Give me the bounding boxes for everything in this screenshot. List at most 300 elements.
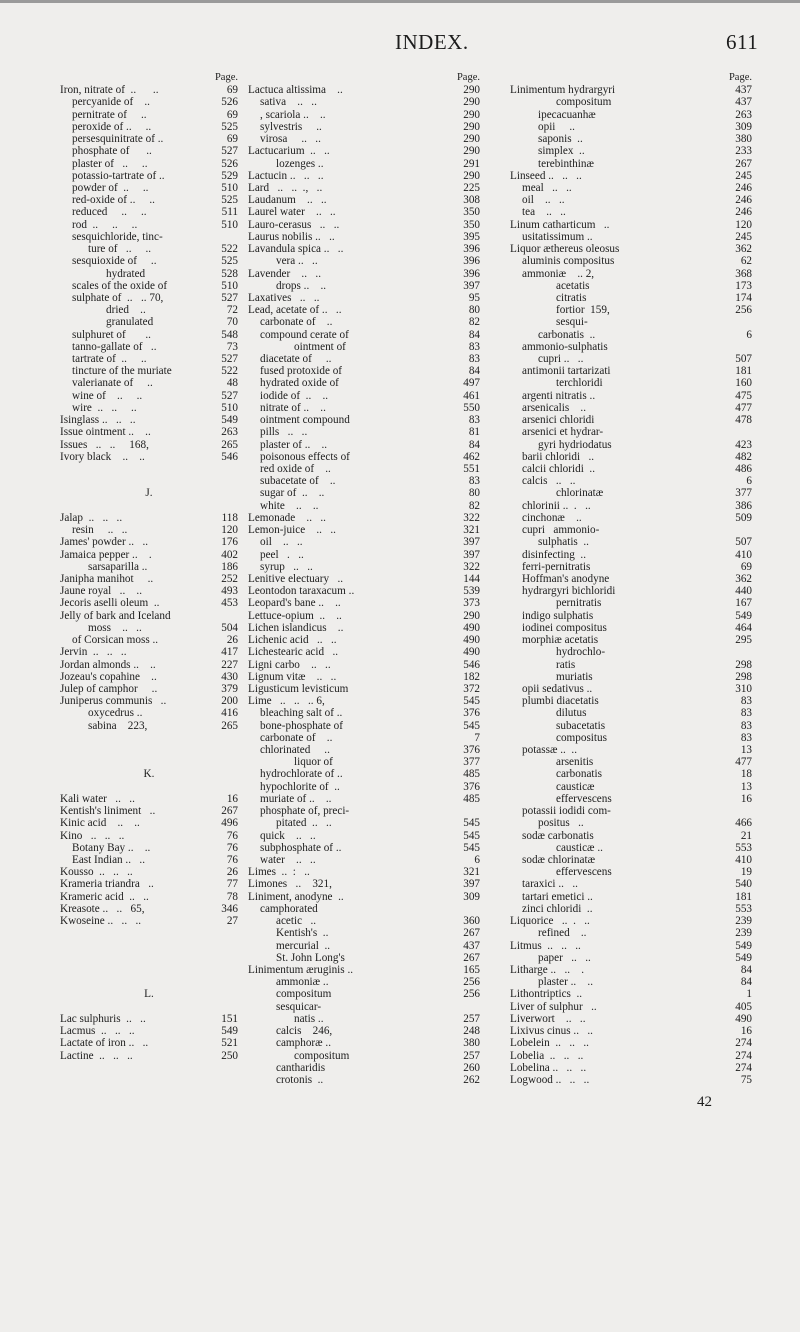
entry-page: 83 [740,707,752,720]
entry-page: 540 [735,878,752,891]
index-entry [60,817,238,829]
entry-term: Lime .. .. .. 6, [248,695,325,708]
entry-term: tea .. .. [522,206,566,219]
entry-term: Botany Bay .. .. [72,841,151,854]
entry-page: 263 [735,108,752,121]
entry-term: gyri hydriodatus [538,438,612,451]
entry-term: Logwood .. .. .. [510,1073,590,1086]
entry-term: bone-phosphate of [260,719,343,732]
entry-page: 497 [463,377,480,390]
index-entry [510,414,752,426]
entry-page: 160 [735,377,752,390]
index-entry [510,500,752,512]
entry-page: 246 [735,181,752,194]
entry-page: 507 [735,536,752,549]
entry-term: Hoffman's anodyne [522,572,610,585]
entry-term: fused protoxide of [260,365,343,378]
entry-term: Lavender .. .. [248,267,322,280]
index-entry [60,927,238,939]
index-entry [60,377,238,389]
index-entry [248,206,480,218]
index-entry [248,219,480,231]
entry-term: compositus [556,731,607,744]
index-entry [60,316,238,328]
index-entry [248,341,480,353]
entry-term: moss .. .. [88,621,142,634]
entry-term: hydrochlo- [556,646,606,659]
entry-page: 95 [468,291,480,304]
entry-term: persesquinitrate of .. [72,133,164,146]
index-entry [510,255,752,267]
entry-term: Lard .. .. ., .. [248,181,323,194]
page-column-heading [60,72,238,84]
entry-page: 62 [740,255,752,268]
entry-term: saponis .. [538,133,583,146]
entry-page: 70 [226,316,238,329]
entry-term: pernitratis [556,597,602,610]
entry-page: 120 [221,524,238,537]
index-entry [60,952,238,964]
index-entry [248,720,480,732]
index-entry [248,1074,480,1086]
entry-page: 553 [735,841,752,854]
entry-page: 397 [463,878,480,891]
index-entry [60,573,238,585]
entry-page: 396 [463,267,480,280]
entry-page: 225 [463,181,480,194]
index-entry [60,1001,238,1013]
index-entry [510,158,752,170]
index-entry [248,96,480,108]
entry-page: 309 [735,120,752,133]
entry-page: 246 [735,206,752,219]
index-entry [510,866,752,878]
entry-page: 550 [463,401,480,414]
entry-page: 182 [463,670,480,683]
entry-term: Leontodon taraxacum .. [248,585,355,598]
index-entry [60,732,238,744]
index-entry [510,1025,752,1037]
entry-term: Kreasote .. .. 65, [60,902,145,915]
index-entry [248,756,480,768]
entry-term: sulphuret of .. [72,328,151,341]
entry-page: 82 [468,499,480,512]
entry-term: cinchonæ .. [522,511,582,524]
entry-page: 13 [740,780,752,793]
entry-page: Page. [214,72,238,83]
entry-term: effervescens [556,866,612,879]
entry-term: Liverwort .. .. [510,1012,586,1025]
index-entry [60,915,238,927]
entry-page: 174 [735,291,752,304]
entry-term: Liquorice .. . .. [510,915,590,928]
entry-page: 245 [735,169,752,182]
index-entry [248,1013,480,1025]
entry-page: 377 [463,756,480,769]
entry-page: 173 [735,279,752,292]
index-entry [248,854,480,866]
index-entry [60,145,238,157]
index-entry [248,109,480,121]
index-entry [510,426,752,438]
entry-page: 545 [463,719,480,732]
entry-term: antimonii tartarizati [522,365,611,378]
entry-page: 493 [221,585,238,598]
index-entry [248,133,480,145]
entry-page: 308 [463,194,480,207]
index-entry [510,988,752,1000]
index-entry [248,573,480,585]
entry-term: Lichen islandicus .. [248,621,344,634]
entry-term: taraxici .. .. [522,878,578,891]
entry-page: 525 [221,255,238,268]
index-entry [510,1074,752,1086]
entry-page: 546 [221,450,238,463]
index-entry [60,793,238,805]
entry-page: 478 [735,414,752,427]
entry-term: poisonous effects of [260,450,350,463]
entry-term: arsenici et hydrar- [522,426,604,439]
index-entry [510,1013,752,1025]
entry-page: 380 [735,133,752,146]
entry-term: carbonate of .. [260,316,333,329]
entry-term: sativa .. .. [260,96,317,109]
index-entry [510,1001,752,1013]
index-entry [248,292,480,304]
entry-page: 510 [221,218,238,231]
entry-page: 376 [463,780,480,793]
entry-term: calcii chloridi .. [522,463,596,475]
entry-page: 290 [463,133,480,146]
entry-term: sabina 223, [88,719,148,732]
page-column-heading [510,72,752,84]
index-entry [60,891,238,903]
index-entry [60,976,238,988]
entry-term: positus .. [538,817,584,830]
index-entry [60,903,238,915]
entry-page: 262 [463,1073,480,1086]
entry-term: Laxatives .. .. [248,291,320,304]
entry-term: wine of .. .. [72,389,143,402]
index-entry [510,206,752,218]
entry-term: oil .. .. [260,536,303,549]
index-entry [510,487,752,499]
entry-page: 256 [735,304,752,317]
index-entry [60,536,238,548]
entry-term: opii sedativus .. [522,682,593,695]
entry-page: 256 [463,988,480,1001]
entry-term: cupri ammonio- [522,524,600,537]
index-entry [510,964,752,976]
entry-term: water .. .. [260,854,316,866]
entry-page: 267 [735,157,752,170]
entry-page: 239 [735,927,752,940]
entry-term: Lettuce-opium .. .. [248,609,342,622]
entry-term: sesquioxide of .. [72,255,157,268]
entry-term: Liver of sulphur .. [510,1000,597,1013]
index-entry [60,805,238,817]
entry-page: 6 [746,328,752,341]
entry-term: Jordan almonds .. .. [60,658,156,671]
index-column-2 [248,72,480,1086]
index-entry [510,842,752,854]
index-entry [248,280,480,292]
entry-page: 16 [740,792,752,805]
entry-term: paper .. .. [538,951,591,964]
index-entry [510,133,752,145]
index-entry [248,940,480,952]
entry-page: 507 [735,353,752,366]
entry-page: 360 [463,915,480,928]
index-entry [510,451,752,463]
entry-page: 309 [463,890,480,903]
index-entry [248,976,480,988]
entry-term: hydrargyri bichloridi [522,585,616,598]
entry-term: plaster .. .. [538,976,593,989]
entry-page: 396 [463,255,480,268]
index-entry [60,585,238,597]
index-entry [60,182,238,194]
entry-term: ammonio-sulphatis [522,340,608,353]
entry-term: Kinic acid .. .. [60,817,140,830]
index-column-3 [510,72,752,1086]
index-entry [248,329,480,341]
entry-page: 549 [735,951,752,964]
entry-page: 368 [735,267,752,280]
entry-term: sulphate of .. .. 70, [72,291,164,304]
entry-term: compositum [294,1049,350,1062]
entry-page: 377 [735,487,752,500]
index-entry [60,194,238,206]
entry-term: tanno-gallate of .. [72,340,157,353]
index-entry [60,854,238,866]
index-entry [510,781,752,793]
entry-page: 16 [740,1025,752,1038]
index-entry [60,744,238,756]
index-entry [248,1025,480,1037]
entry-term: peel . .. [260,548,304,561]
index-entry [510,940,752,952]
entry-term: causticæ [556,780,595,793]
entry-term: percyanide of .. [72,96,150,109]
index-entry [510,109,752,121]
entry-term: peroxide of .. .. [72,120,152,133]
entry-term: camphoræ .. [276,1037,331,1050]
index-entry [60,549,238,561]
index-entry [510,512,752,524]
index-entry [248,915,480,927]
index-entry [510,878,752,890]
index-entry [248,659,480,671]
entry-page: 83 [740,731,752,744]
index-entry [60,206,238,218]
entry-term: pernitrate of .. [72,108,147,121]
index-entry [510,756,752,768]
entry-page: 267 [463,951,480,964]
index-entry [248,597,480,609]
entry-term: red-oxide of .. .. [72,194,155,207]
index-entry [60,512,238,524]
entry-term: sugar of .. .. [260,487,325,500]
index-entry [60,390,238,402]
entry-page: 83 [468,353,480,366]
entry-page: 380 [463,1037,480,1050]
entry-term: oxycedrus .. [88,707,143,720]
entry-term: Laudanum .. .. [248,194,327,207]
entry-term: J. [145,487,153,500]
entry-term: phosphate of, preci- [260,805,350,818]
index-entry [248,549,480,561]
entry-page: 430 [221,670,238,683]
index-entry [248,634,480,646]
entry-term: potassæ .. .. [522,744,578,757]
entry-term: ammoniæ .. [276,976,329,989]
index-entry [248,170,480,182]
index-entry [248,707,480,719]
entry-term: Jozeau's copahine .. [60,670,157,683]
entry-term: Kentish's liniment .. [60,805,156,818]
entry-page: 291 [463,157,480,170]
entry-term: carbonate of .. [260,731,333,744]
entry-term: Laurus nobilis .. .. [248,230,335,243]
entry-page: 486 [735,463,752,475]
index-entry [510,170,752,182]
index-entry [248,927,480,939]
entry-term: Isinglass .. .. .. [60,414,136,427]
index-entry [60,720,238,732]
entry-page: 511 [221,206,238,219]
entry-term: Jelly of bark and Iceland [60,609,171,622]
entry-page: 26 [226,866,238,879]
index-entry [510,231,752,243]
index-entry [248,316,480,328]
index-entry [248,121,480,133]
index-entry [248,695,480,707]
entry-term: carbonatis [556,768,602,781]
entry-page: 525 [221,194,238,207]
index-entry [248,878,480,890]
index-entry [510,536,752,548]
entry-term: liquor of [294,756,333,769]
index-entry [248,646,480,658]
entry-page: 477 [735,401,752,414]
entry-page: 250 [221,1049,238,1062]
entry-term: sylvestris .. [260,120,322,133]
index-entry [510,304,752,316]
entry-page: 265 [221,719,238,732]
index-entry [248,194,480,206]
entry-term: granulated [106,316,154,329]
index-entry [510,597,752,609]
entry-page: 310 [735,682,752,695]
entry-term: ipecacuanhæ [538,108,596,121]
index-entry [60,219,238,231]
entry-term: meal .. .. [522,181,572,194]
entry-page: 548 [221,328,238,341]
entry-term: Jalap .. .. .. [60,511,123,524]
entry-page: 396 [463,243,480,256]
index-entry [248,158,480,170]
entry-term: zinci chloridi .. [522,902,593,915]
entry-term: scales of the oxide of [72,279,168,292]
entry-page: 81 [468,426,480,439]
entry-page: 526 [221,96,238,109]
entry-page: 248 [463,1025,480,1038]
entry-term: Janipha manihot .. [60,572,154,585]
entry-term: sesquicar- [276,1000,322,1013]
entry-term: Julep of camphor .. [60,682,158,695]
entry-page: 186 [221,560,238,573]
index-entry [510,646,752,658]
entry-page: 362 [735,572,752,585]
index-entry [248,842,480,854]
index-entry [60,463,238,475]
entry-page: 405 [735,1000,752,1013]
entry-term: tartrate of .. .. [72,353,147,366]
entry-term: Lixivus cinus .. .. [510,1025,593,1038]
entry-term: pitated .. .. [276,817,332,830]
entry-term: Kentish's .. [276,927,329,940]
entry-page: 477 [735,756,752,769]
index-entry [510,329,752,341]
entry-term: James' powder .. .. [60,536,149,549]
entry-page: 84 [468,365,480,378]
entry-page: 553 [735,902,752,915]
entry-term: Kousso .. .. .. [60,866,133,879]
index-entry [60,500,238,512]
index-entry [60,830,238,842]
index-entry [248,1050,480,1062]
page-number: 611 [726,30,759,54]
entry-page: 529 [221,169,238,182]
entry-term: Limes .. : .. [248,866,310,879]
index-entry [510,316,752,328]
entry-page: 496 [221,817,238,830]
index-entry [510,475,752,487]
index-entry [60,524,238,536]
entry-term: virosa .. .. [260,133,321,146]
entry-page: 510 [221,181,238,194]
entry-term: plumbi diacetatis [522,695,599,708]
index-entry [248,1037,480,1049]
entry-page: 19 [740,866,752,879]
entry-page: 257 [463,1012,480,1025]
entry-page: 549 [221,414,238,427]
index-entry [510,573,752,585]
index-entry [510,976,752,988]
entry-page: 274 [735,1037,752,1050]
entry-page: 6 [746,475,752,488]
entry-term: Jaune royal .. .. [60,585,143,598]
index-entry [60,402,238,414]
entry-page: 76 [226,829,238,842]
entry-term: Ivory black .. .. [60,450,145,463]
index-entry [510,84,752,96]
index-entry [510,793,752,805]
index-entry [248,353,480,365]
entry-term: Linseed .. .. .. [510,169,582,182]
entry-page: 267 [463,927,480,940]
entry-page: 549 [735,939,752,952]
index-entry [248,781,480,793]
entry-page: 410 [735,854,752,866]
index-entry [510,744,752,756]
entry-page: 527 [221,353,238,366]
index-entry [60,329,238,341]
index-entry [510,194,752,206]
entry-term: subphosphate of .. [260,841,342,854]
entry-term: ointment compound [260,414,350,427]
